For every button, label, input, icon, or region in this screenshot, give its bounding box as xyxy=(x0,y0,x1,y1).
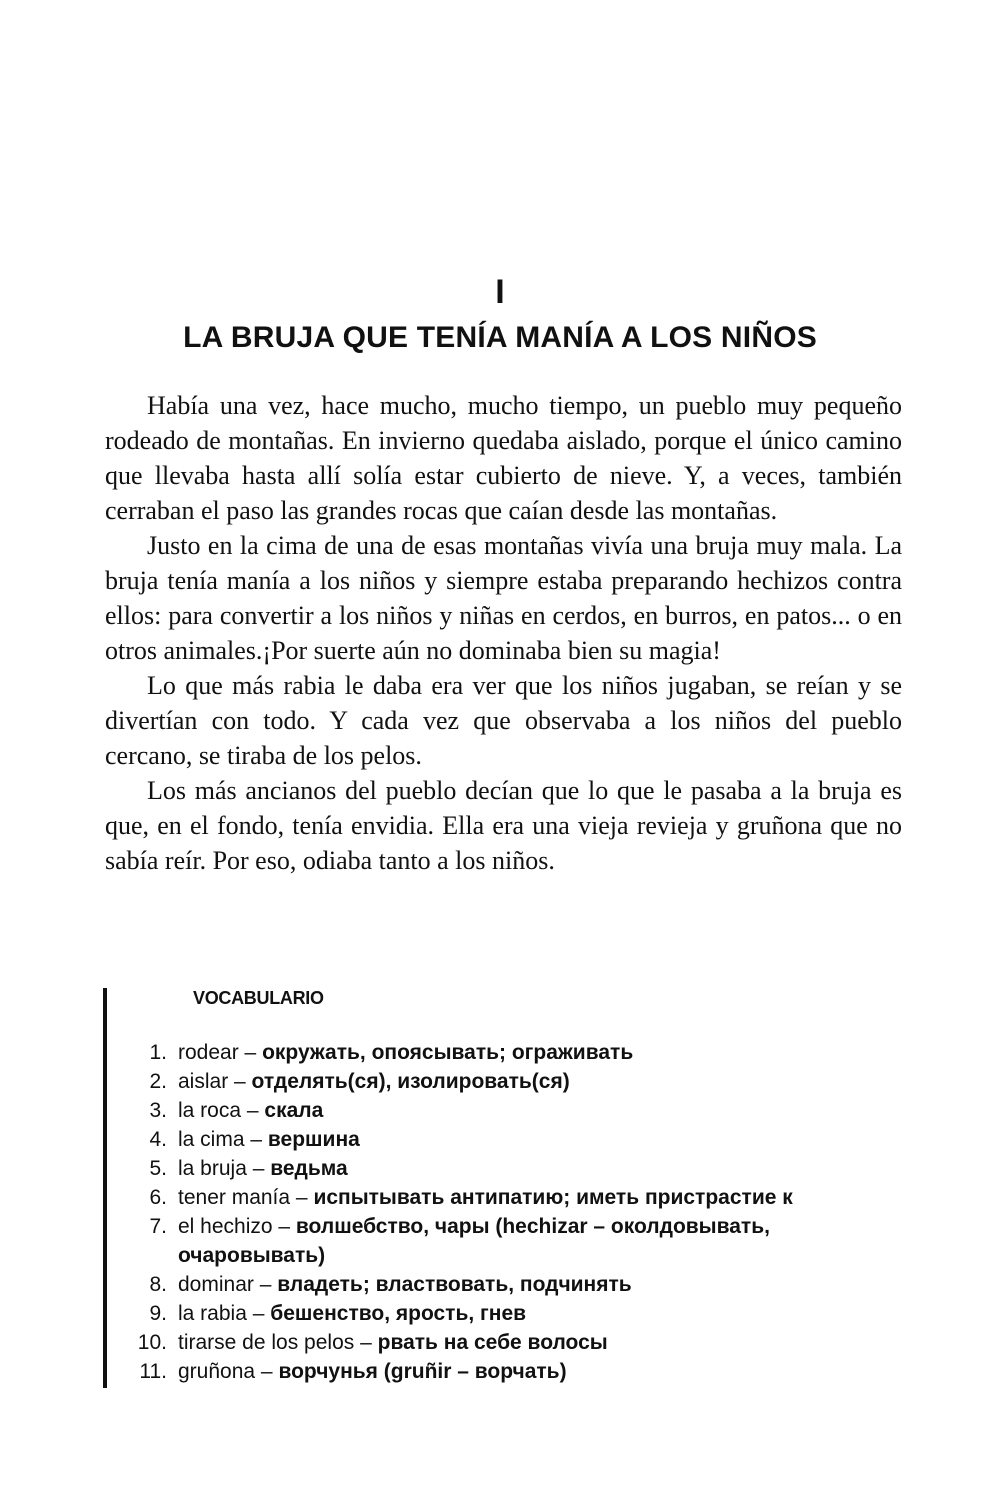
item-translation: рвать на себе волосы xyxy=(377,1331,608,1354)
vocabulary-box xyxy=(103,988,927,1388)
vocabulary-item: 11. gruñona – ворчунья (gruñir – ворчать) xyxy=(107,1357,907,1386)
vocabulary-item: 4. la cima – вершина xyxy=(107,1125,907,1154)
paragraph: Los más ancianos del pueblo decían que lo que le pasaba a la bruja es que, en el fondo, tenía envidia. Ella era una vieja revieja y gruñona que no sabía reír. Por eso, odiaba tanto a los niños. xyxy=(105,776,902,875)
item-term: gruñona xyxy=(178,1360,256,1383)
item-translation: бешенство, ярость, гнев xyxy=(270,1302,527,1325)
item-number: 8. xyxy=(149,1273,167,1296)
item-number: 1. xyxy=(149,1041,167,1064)
item-number: 6. xyxy=(149,1186,167,1209)
item-translation: окружать, опоясывать; ограживать xyxy=(262,1041,634,1064)
item-number: 3. xyxy=(149,1099,167,1122)
item-number: 4. xyxy=(149,1128,167,1151)
item-translation: испытывать антипатию; иметь пристрастие к xyxy=(313,1186,793,1209)
vocabulary-item: 7. el hechizo – волшебство, чары (hechizar – околдовывать, очаровывать) xyxy=(107,1212,907,1270)
item-number: 10. xyxy=(137,1331,167,1354)
paragraph: Había una vez, hace mucho, mucho tiempo, un pueblo muy pequeño rodeado de montañas. En invierno quedaba aislado, porque el único camino que llevaba hasta allí solía estar cubierto de nieve. Y, a veces, también cerraban el paso las grandes rocas que caían desde las montañas. xyxy=(105,391,902,525)
chapter-number: I xyxy=(495,273,505,311)
item-term: tener manía xyxy=(178,1186,291,1209)
item-translation: ведьма xyxy=(270,1157,348,1180)
vocabulary-item: 5. la bruja – ведьма xyxy=(107,1154,907,1183)
item-term: la bruja xyxy=(178,1157,247,1180)
chapter-title: LA BRUJA QUE TENÍA MANÍA A LOS NIÑOS xyxy=(183,321,817,354)
item-translation: владеть; властвовать, подчинять xyxy=(277,1273,632,1296)
item-translation: отделять(ся), изолировать(ся) xyxy=(251,1070,570,1093)
vocabulary-item: 9. la rabia – бешенство, ярость, гнев xyxy=(107,1299,907,1328)
item-translation: скала xyxy=(264,1099,324,1122)
vocabulary-list xyxy=(107,1038,907,1386)
vocabulary-item: 10. tirarse de los pelos – рвать на себе волосы xyxy=(107,1328,907,1357)
item-number: 2. xyxy=(149,1070,167,1093)
paragraph: Justo en la cima de una de esas montañas vivía una bruja muy mala. La bruja tenía manía a los niños y siempre estaba preparando hechizos contra ellos: para convertir a los niños y niñas en cerdos, en burros, en patos... o en otros animales.¡Por suerte aún no dominaba bien su magia! xyxy=(105,531,902,665)
story-text xyxy=(105,388,902,878)
item-number: 11. xyxy=(139,1360,167,1383)
item-translation: волшебство, чары (hechizar – околдовывать, очаровывать) xyxy=(178,1215,770,1267)
item-term: el hechizo xyxy=(178,1215,273,1238)
item-term: la roca xyxy=(178,1099,242,1122)
item-number: 7. xyxy=(149,1215,167,1238)
item-translation: ворчунья (gruñir – ворчать) xyxy=(278,1360,567,1383)
vocabulary-item: 8. dominar – владеть; властвовать, подчинять xyxy=(107,1270,907,1299)
item-term: la cima xyxy=(178,1128,245,1151)
paragraph: Lo que más rabia le daba era ver que los niños jugaban, se reían y se divertían con todo. Y cada vez que observaba a los niños del pueblo cercano, se tiraba de los pelos. xyxy=(105,671,902,770)
vocabulary-item: 1. rodear – окружать, опоясывать; ограживать xyxy=(107,1038,907,1067)
item-term: tirarse de los pelos xyxy=(178,1331,355,1354)
vocabulary-item: 6. tener manía – испытывать антипатию; иметь пристрастие к xyxy=(107,1183,907,1212)
vocabulary-item: 2. aislar – отделять(ся), изолировать(ся) xyxy=(107,1067,907,1096)
item-translation: вершина xyxy=(267,1128,360,1151)
item-term: la rabia xyxy=(178,1302,247,1325)
item-term: rodear xyxy=(178,1041,239,1064)
item-term: dominar xyxy=(178,1273,254,1296)
item-number: 5. xyxy=(149,1157,167,1180)
vocabulary-heading: VOCABULARIO xyxy=(193,988,324,1008)
item-term: aislar xyxy=(178,1070,229,1093)
vocabulary-item: 3. la roca – скала xyxy=(107,1096,907,1125)
item-number: 9. xyxy=(149,1302,167,1325)
